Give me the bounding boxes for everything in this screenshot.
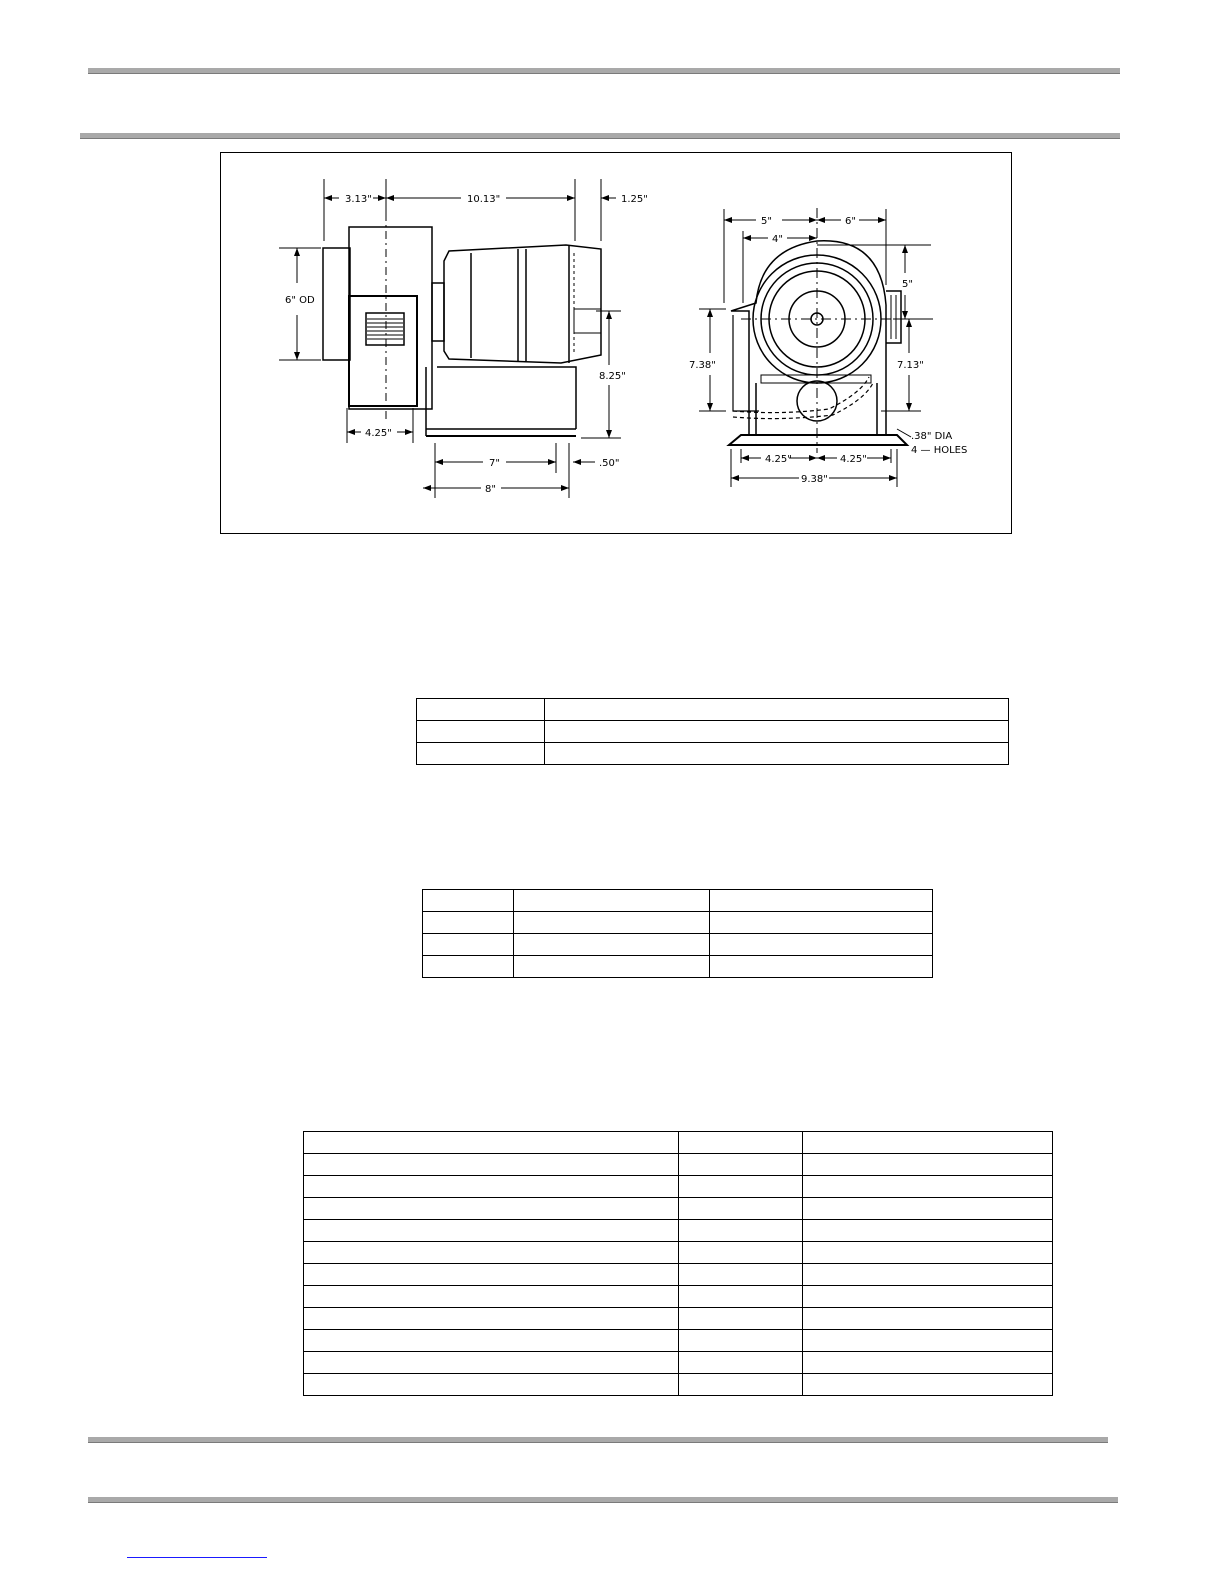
table-row bbox=[304, 1242, 1053, 1264]
table-cell bbox=[514, 934, 710, 956]
table-row bbox=[423, 912, 933, 934]
table-row bbox=[304, 1374, 1053, 1396]
table-row bbox=[417, 699, 1009, 721]
table-cell bbox=[304, 1176, 679, 1198]
table-cell bbox=[304, 1330, 679, 1352]
top-rule-1 bbox=[88, 68, 1120, 74]
dim-6-od: 6" OD bbox=[285, 295, 315, 306]
dim-3-13: 3.13" bbox=[345, 194, 372, 205]
table-cell bbox=[423, 912, 514, 934]
dim-4: 4" bbox=[772, 234, 783, 245]
table-row bbox=[423, 956, 933, 978]
table-cell bbox=[304, 1198, 679, 1220]
dim-1-25: 1.25" bbox=[621, 194, 648, 205]
table-cell bbox=[803, 1352, 1053, 1374]
table-cell bbox=[803, 1198, 1053, 1220]
dim-7-38: 7.38" bbox=[689, 360, 716, 371]
front-housing bbox=[731, 241, 886, 435]
table-cell bbox=[423, 934, 514, 956]
footer-link-underline[interactable] bbox=[127, 1557, 267, 1558]
table-row bbox=[304, 1220, 1053, 1242]
table-cell bbox=[803, 1154, 1053, 1176]
table-cell bbox=[545, 699, 1009, 721]
table-row bbox=[417, 743, 1009, 765]
table-cell bbox=[304, 1308, 679, 1330]
top-rule-2 bbox=[80, 133, 1120, 139]
dim-7-13: 7.13" bbox=[897, 360, 924, 371]
table-cell bbox=[803, 1220, 1053, 1242]
dim-hole-dia: .38" DIA bbox=[911, 431, 953, 442]
table-cell bbox=[679, 1198, 803, 1220]
dim-4-25-front-right: 4.25" bbox=[840, 454, 867, 465]
side-motor bbox=[444, 245, 601, 363]
table-row bbox=[304, 1176, 1053, 1198]
dim-8-25: 8.25" bbox=[599, 371, 626, 382]
table-row bbox=[304, 1308, 1053, 1330]
table-row bbox=[304, 1286, 1053, 1308]
bottom-rule-1 bbox=[88, 1437, 1108, 1443]
table-2 bbox=[422, 889, 933, 978]
table-cell bbox=[803, 1132, 1053, 1154]
table-cell bbox=[710, 890, 933, 912]
table-cell bbox=[679, 1286, 803, 1308]
table-row bbox=[417, 721, 1009, 743]
table-cell bbox=[803, 1176, 1053, 1198]
table-cell bbox=[679, 1264, 803, 1286]
table-cell bbox=[803, 1374, 1053, 1396]
table-cell bbox=[304, 1132, 679, 1154]
table-cell bbox=[710, 956, 933, 978]
table-cell bbox=[679, 1330, 803, 1352]
table-cell bbox=[679, 1242, 803, 1264]
side-dimension-arrows bbox=[294, 195, 612, 491]
table-row bbox=[423, 934, 933, 956]
table-cell bbox=[304, 1242, 679, 1264]
table-cell bbox=[679, 1308, 803, 1330]
table-row bbox=[304, 1198, 1053, 1220]
bottom-rule-2 bbox=[88, 1497, 1118, 1503]
front-mounting-base bbox=[729, 435, 907, 445]
dim-5-left: 5" bbox=[761, 216, 772, 227]
table-cell bbox=[417, 743, 545, 765]
table-1 bbox=[416, 698, 1009, 765]
table-cell bbox=[710, 912, 933, 934]
side-housing bbox=[349, 227, 432, 409]
table-cell bbox=[423, 956, 514, 978]
table-cell bbox=[679, 1132, 803, 1154]
table-cell bbox=[417, 699, 545, 721]
dim-holes: 4 — HOLES bbox=[911, 445, 968, 456]
dim-50: .50" bbox=[599, 458, 620, 469]
table-cell bbox=[304, 1264, 679, 1286]
table-cell bbox=[679, 1374, 803, 1396]
table-cell bbox=[679, 1154, 803, 1176]
table-cell bbox=[423, 890, 514, 912]
table-row bbox=[304, 1154, 1053, 1176]
table-cell bbox=[514, 912, 710, 934]
table-cell bbox=[679, 1220, 803, 1242]
dim-4-25-front-left: 4.25" bbox=[765, 454, 792, 465]
dim-5-vertical: 5" bbox=[902, 279, 913, 290]
front-conduit-box bbox=[886, 291, 901, 343]
table-cell bbox=[545, 743, 1009, 765]
front-dimension-arrows bbox=[707, 217, 912, 481]
table-cell bbox=[304, 1352, 679, 1374]
drawing-canvas bbox=[221, 153, 1011, 533]
table-cell bbox=[803, 1242, 1053, 1264]
side-view bbox=[323, 213, 601, 436]
side-inlet-collar bbox=[323, 248, 350, 360]
table-cell bbox=[304, 1286, 679, 1308]
table-cell bbox=[803, 1308, 1053, 1330]
dim-7: 7" bbox=[489, 458, 500, 469]
table-cell bbox=[417, 721, 545, 743]
table-cell bbox=[304, 1154, 679, 1176]
table-cell bbox=[514, 890, 710, 912]
dim-9-38: 9.38" bbox=[801, 474, 828, 485]
table-cell bbox=[803, 1330, 1053, 1352]
table-row bbox=[304, 1330, 1053, 1352]
table-cell bbox=[803, 1286, 1053, 1308]
table-cell bbox=[304, 1374, 679, 1396]
table-row bbox=[304, 1132, 1053, 1154]
table-3 bbox=[303, 1131, 1053, 1396]
table-cell bbox=[710, 934, 933, 956]
table-cell bbox=[304, 1220, 679, 1242]
side-louvers bbox=[367, 319, 403, 339]
dim-8: 8" bbox=[485, 484, 496, 495]
table-cell bbox=[679, 1176, 803, 1198]
table-cell bbox=[679, 1352, 803, 1374]
dim-4-25-side: 4.25" bbox=[365, 428, 392, 439]
side-base-bracket bbox=[437, 367, 576, 429]
blower-dimension-drawing bbox=[220, 152, 1012, 534]
dim-6-right: 6" bbox=[845, 216, 856, 227]
dim-10-13: 10.13" bbox=[467, 194, 501, 205]
front-view bbox=[729, 241, 907, 445]
table-row bbox=[423, 890, 933, 912]
table-cell bbox=[545, 721, 1009, 743]
table-cell bbox=[803, 1264, 1053, 1286]
table-row bbox=[304, 1352, 1053, 1374]
table-cell bbox=[514, 956, 710, 978]
table-row bbox=[304, 1264, 1053, 1286]
